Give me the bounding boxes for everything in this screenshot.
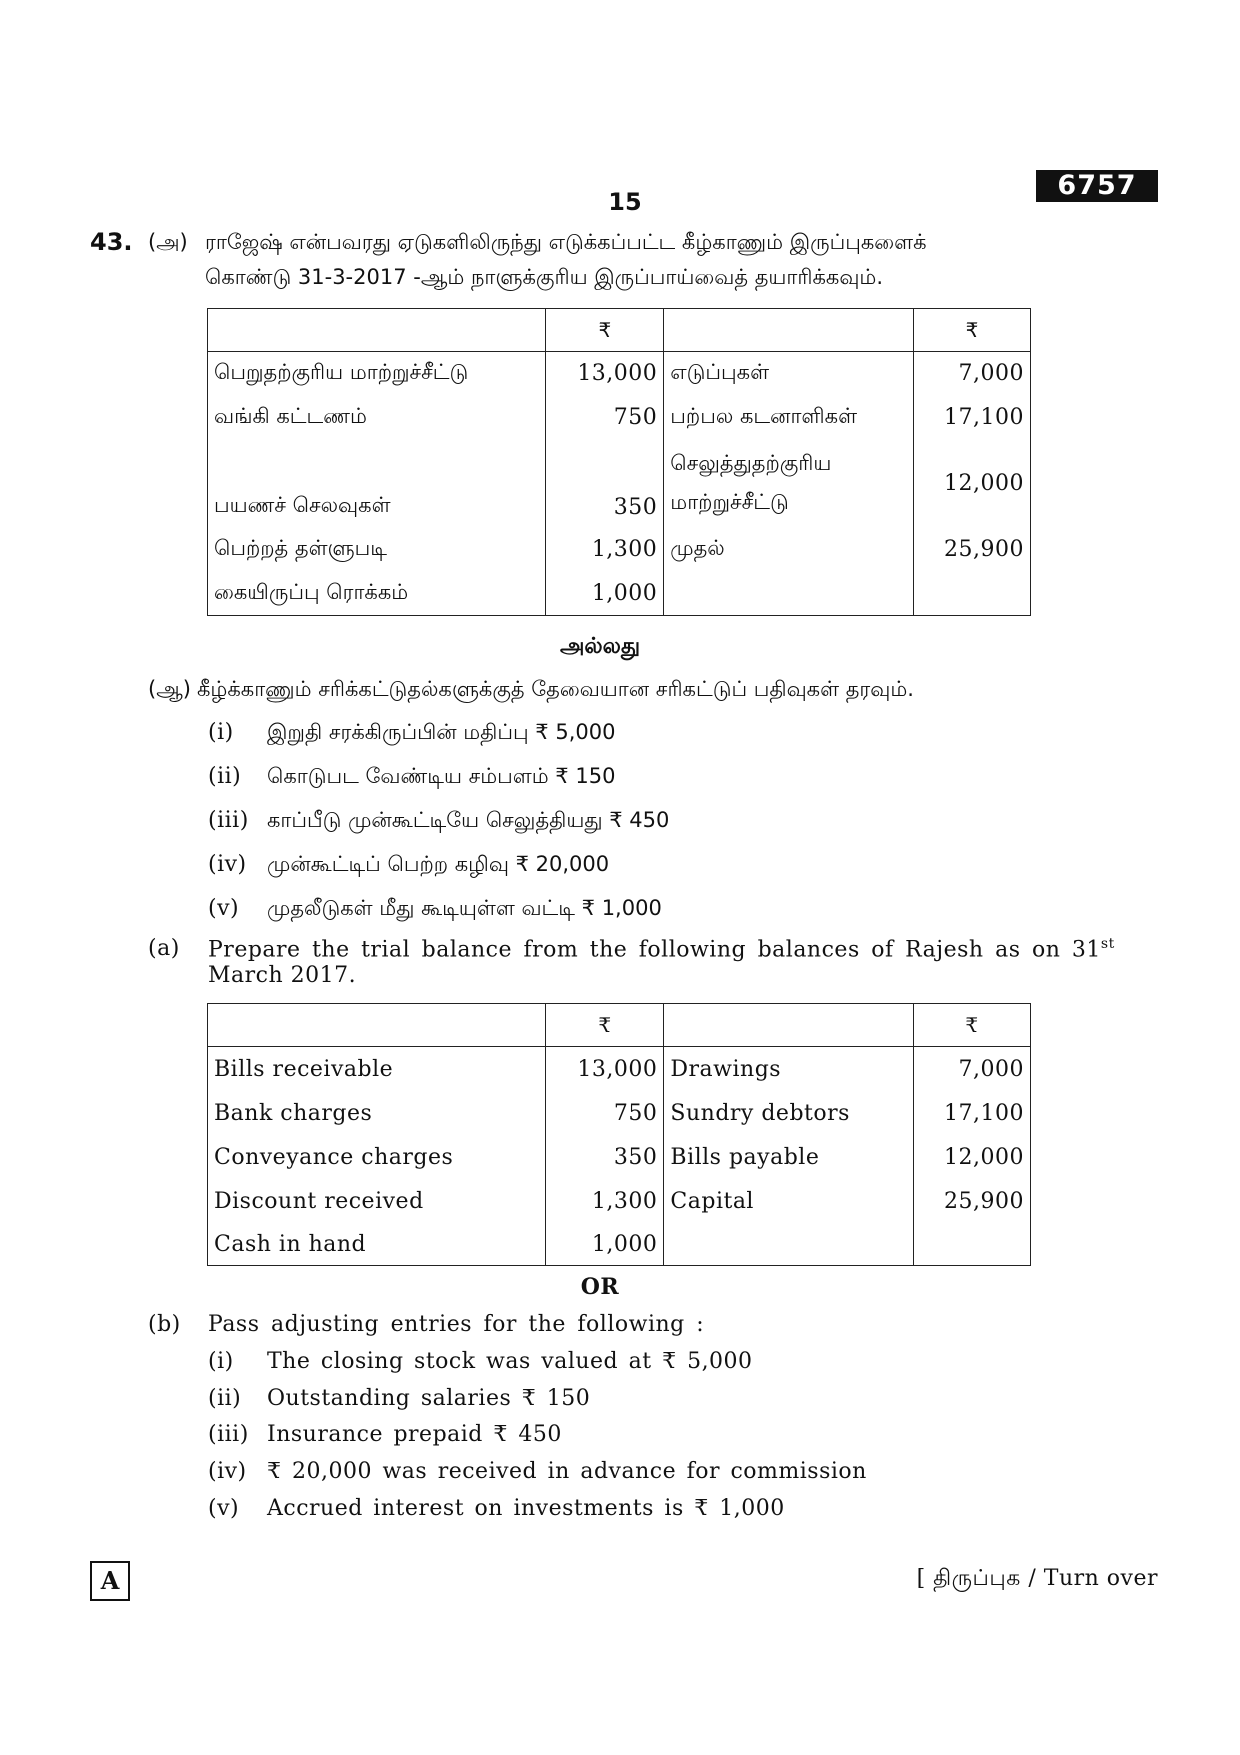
tamil-item-text: முன்கூட்டிப் பெற்ற கழிவு ₹ 20,000: [267, 852, 610, 876]
tamil-item-num: (iii): [208, 808, 249, 833]
english-item-text: Insurance prepaid ₹ 450: [267, 1422, 562, 1447]
english-item-num: (iii): [208, 1422, 249, 1447]
table-cell: [914, 1224, 1031, 1266]
english-header-particulars-right: [664, 1004, 914, 1047]
table-cell: Sundry debtors: [664, 1092, 914, 1136]
english-part-a-line1: [208, 936, 1115, 962]
english-part-a-label: (a): [148, 936, 180, 961]
english-item-text: ₹ 20,000 was received in advance for commission: [267, 1459, 867, 1484]
english-trial-balance-table: [207, 1003, 1031, 1266]
table-row: [208, 396, 1031, 440]
table-cell: [664, 440, 914, 528]
table-cell: 750: [546, 1092, 664, 1136]
tamil-part-b-label: (ஆ): [148, 677, 191, 701]
english-header-currency-right: ₹: [914, 1004, 1031, 1047]
tamil-trial-balance-table: [207, 308, 1031, 616]
table-cell: [914, 572, 1031, 616]
table-cell: 17,100: [914, 396, 1031, 440]
table-cell: பயணச் செலவுகள்: [208, 440, 546, 528]
table-cell: கையிருப்பு ரொக்கம்: [208, 572, 546, 616]
table-cell: Discount received: [208, 1180, 546, 1224]
table-cell: 17,100: [914, 1092, 1031, 1136]
table-cell: Drawings: [664, 1047, 914, 1092]
tamil-or-divider: அல்லது: [559, 634, 641, 659]
table-cell: Cash in hand: [208, 1224, 546, 1266]
table-cell: 7,000: [914, 1047, 1031, 1092]
table-cell: Bills receivable: [208, 1047, 546, 1092]
table-cell: 13,000: [546, 1047, 664, 1092]
tamil-header-particulars-left: [208, 309, 546, 352]
turn-over-note: [ திருப்புக / Turn over: [916, 1566, 1158, 1591]
tamil-header-currency-left: ₹: [546, 309, 664, 352]
english-item-text: The closing stock was valued at ₹ 5,000: [267, 1349, 753, 1374]
table-cell: [664, 572, 914, 616]
english-or-divider: OR: [580, 1274, 620, 1300]
table-row: [208, 1047, 1031, 1092]
table-row: [208, 1092, 1031, 1136]
table-row: [208, 1136, 1031, 1180]
table-row: [208, 1180, 1031, 1224]
tamil-part-a-line1: ராஜேஷ் என்பவரது ஏடுகளிலிருந்து எடுக்கப்பட்ட கீழ்காணும் இருப்புகளைக்: [205, 230, 927, 254]
table-cell: 7,000: [914, 352, 1031, 396]
version-box: A: [90, 1561, 130, 1601]
table-cell: Conveyance charges: [208, 1136, 546, 1180]
table-row: [208, 1224, 1031, 1266]
table-cell: முதல்: [664, 528, 914, 572]
table-row: [208, 440, 1031, 528]
english-part-b-label: (b): [148, 1312, 181, 1337]
table-cell: எடுப்புகள்: [664, 352, 914, 396]
table-cell: Capital: [664, 1180, 914, 1224]
table-cell: 12,000: [914, 440, 1031, 528]
table-cell: பற்பல கடனாளிகள்: [664, 396, 914, 440]
table-cell: 13,000: [546, 352, 664, 396]
table-row: [208, 572, 1031, 616]
english-header-currency-left: ₹: [546, 1004, 664, 1047]
table-cell: 750: [546, 396, 664, 440]
tamil-header-particulars-right: [664, 309, 914, 352]
tamil-item-text: காப்பீடு முன்கூட்டியே செலுத்தியது ₹ 450: [267, 808, 670, 832]
table-cell-line: செலுத்துதற்குரிய: [670, 450, 832, 475]
tamil-item-num: (iv): [208, 852, 247, 877]
tamil-part-a-label: (அ): [148, 230, 188, 254]
tamil-part-a-line2: கொண்டு 31-3-2017 -ஆம் நாளுக்குரிய இருப்பாய்வைத் தயாரிக்கவும்.: [205, 265, 884, 289]
table-cell-line: மாற்றுச்சீட்டு: [670, 489, 789, 514]
table-cell: 12,000: [914, 1136, 1031, 1180]
table-cell: 350: [546, 1136, 664, 1180]
table-cell: Bills payable: [664, 1136, 914, 1180]
english-item-text: Outstanding salaries ₹ 150: [267, 1386, 591, 1411]
english-part-a-line2: March 2017.: [208, 963, 357, 988]
table-cell: வங்கி கட்டணம்: [208, 396, 546, 440]
page-number: 15: [608, 188, 642, 216]
tamil-part-b-heading: கீழ்க்காணும் சரிக்கட்டுதல்களுக்குத் தேவையான சரிகட்டுப் பதிவுகள் தரவும்.: [197, 677, 914, 701]
table-cell: 1,300: [546, 528, 664, 572]
english-item-num: (ii): [208, 1386, 242, 1411]
english-item-num: (v): [208, 1496, 240, 1521]
table-cell: 1,000: [546, 1224, 664, 1266]
table-cell: 25,900: [914, 528, 1031, 572]
tamil-item-num: (ii): [208, 764, 242, 789]
table-cell: [664, 1224, 914, 1266]
english-part-a-line1-text: Prepare the trial balance from the following balances of Rajesh as on 31: [208, 937, 1101, 963]
table-cell: 1,000: [546, 572, 664, 616]
tamil-item-num: (i): [208, 720, 234, 745]
table-cell: பெறுதற்குரிய மாற்றுச்சீட்டு: [208, 352, 546, 396]
english-item-num: (i): [208, 1349, 234, 1374]
paper-code-badge: 6757: [1036, 170, 1158, 202]
table-cell: பெற்றத் தள்ளுபடி: [208, 528, 546, 572]
table-row: [208, 352, 1031, 396]
english-item-num: (iv): [208, 1459, 247, 1484]
tamil-item-num: (v): [208, 896, 240, 921]
tamil-item-text: முதலீடுகள் மீது கூடியுள்ள வட்டி ₹ 1,000: [267, 896, 662, 920]
table-cell: 1,300: [546, 1180, 664, 1224]
english-header-particulars-left: [208, 1004, 546, 1047]
table-cell: 25,900: [914, 1180, 1031, 1224]
tamil-header-currency-right: ₹: [914, 309, 1031, 352]
english-item-text: Accrued interest on investments is ₹ 1,000: [267, 1496, 785, 1521]
table-cell: 350: [546, 440, 664, 528]
ordinal-suffix: st: [1100, 936, 1115, 952]
tamil-item-text: இறுதி சரக்கிருப்பின் மதிப்பு ₹ 5,000: [267, 720, 616, 744]
question-number: 43.: [90, 228, 133, 256]
tamil-item-text: கொடுபட வேண்டிய சம்பளம் ₹ 150: [267, 764, 616, 788]
english-part-b-heading: Pass adjusting entries for the following :: [208, 1312, 705, 1337]
table-cell: Bank charges: [208, 1092, 546, 1136]
table-row: [208, 528, 1031, 572]
